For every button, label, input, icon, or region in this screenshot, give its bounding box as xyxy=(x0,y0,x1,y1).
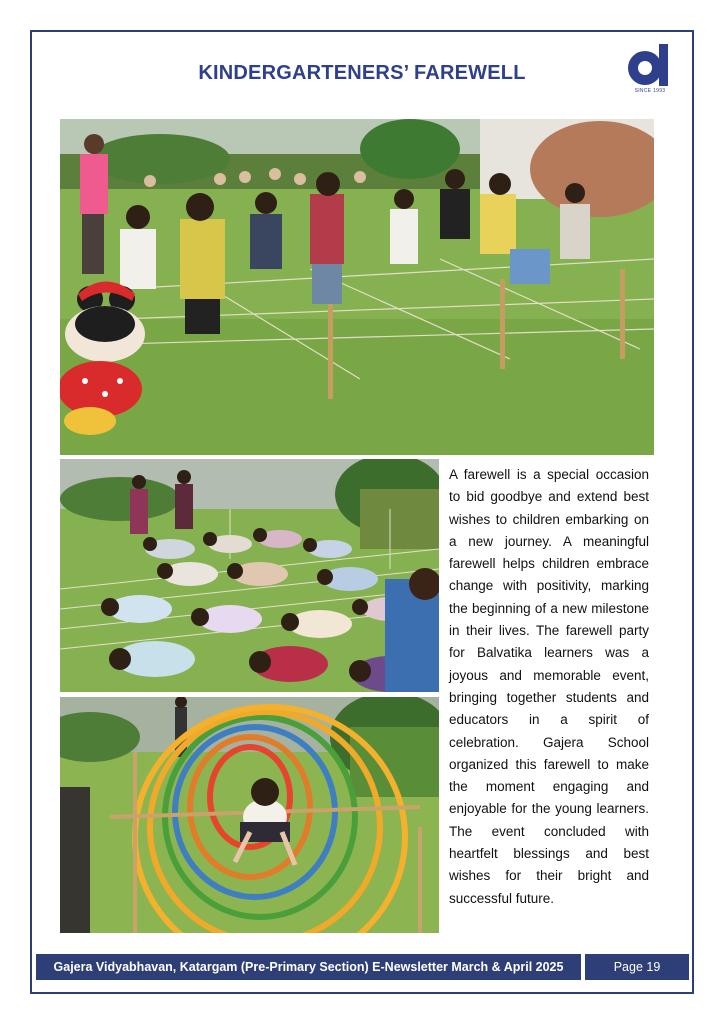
article-body: A farewell is a special occasion to bid goodbye and extend best wishes to children embarking on a new journey. A meaningful farewell helps children embrace change with positivity, marking the beginning of a new milestone in their lives. The farewell party for Balvatika learners was a joyous and memorable event, bringing together students and educators in a spirit of celebration. Gajera School organized this farewell to make the moment engaging and enjoyable for the young learners. The event concluded with heartfelt blessings and best wishes for their bright and successful future. xyxy=(449,467,649,906)
page-number: Page 19 xyxy=(585,954,689,980)
photo-rope-crawl xyxy=(60,459,439,692)
photo-hoop-tunnel xyxy=(60,697,439,933)
page-title: KINDERGARTENERS’ FAREWELL xyxy=(198,62,526,84)
logo-since-text: SINCE 1993 xyxy=(634,88,666,94)
footer-newsletter-bar: Gajera Vidyabhavan, Katargam (Pre-Primary Section) E-Newsletter March & April 2025 xyxy=(36,954,581,980)
photo-obstacle-web xyxy=(60,119,654,455)
